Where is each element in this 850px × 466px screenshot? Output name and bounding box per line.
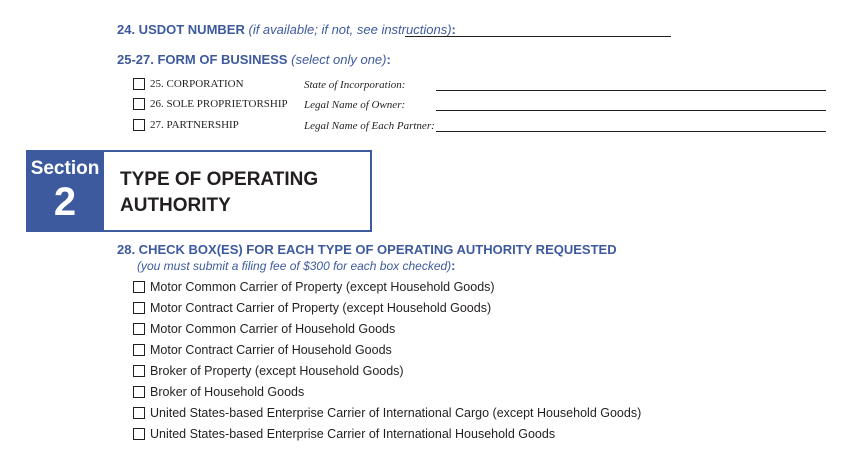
section-badge — [26, 150, 104, 232]
motor-common-carrier-property-label: Motor Common Carrier of Property (except Household Goods) — [150, 280, 495, 294]
legal-name-of-each-partner-field[interactable] — [436, 131, 826, 132]
usdot-hint: (if available; if not, see instructions) — [248, 22, 452, 37]
section-title-line-2: AUTHORITY — [120, 195, 231, 216]
broker-of-household-goods-label: Broker of Household Goods — [150, 385, 305, 399]
motor-contract-carrier-property-label: Motor Contract Carrier of Property (except Household Goods) — [150, 301, 492, 315]
legal-name-of-each-partner-label: Legal Name of Each Partner: — [304, 120, 435, 132]
partnership-checkbox[interactable] — [133, 119, 145, 131]
motor-contract-carrier-property-checkbox[interactable] — [133, 302, 145, 314]
usdot-number-field[interactable] — [405, 36, 671, 37]
sole-proprietorship-label: 26. SOLE PROPRIETORSHIP — [150, 98, 288, 110]
broker-of-property-checkbox[interactable] — [133, 365, 145, 377]
broker-of-property-label: Broker of Property (except Household Goods) — [150, 364, 404, 378]
form-of-business-hint: (select only one) — [291, 52, 387, 67]
sole-proprietorship-checkbox[interactable] — [133, 98, 145, 110]
authority-hint-line — [137, 258, 456, 273]
section-word: Section — [30, 158, 100, 179]
partnership-label: 27. PARTNERSHIP — [150, 119, 239, 131]
form-of-business-colon: : — [386, 52, 391, 67]
corporation-checkbox[interactable] — [133, 78, 145, 90]
motor-contract-carrier-household-checkbox[interactable] — [133, 344, 145, 356]
section-title-box — [102, 150, 372, 232]
usdot-label-text: 24. USDOT NUMBER — [117, 22, 245, 37]
enterprise-carrier-international-household-checkbox[interactable] — [133, 428, 145, 440]
legal-name-of-owner-label: Legal Name of Owner: — [304, 99, 406, 111]
motor-common-carrier-household-label: Motor Common Carrier of Household Goods — [150, 322, 396, 336]
authority-colon: : — [451, 258, 456, 273]
form-of-business-label-text: 25-27. FORM OF BUSINESS — [117, 52, 288, 67]
usdot-label — [117, 22, 456, 37]
section-title-line-1: TYPE OF OPERATING — [120, 169, 319, 190]
section-title — [120, 167, 318, 219]
state-of-incorporation-field[interactable] — [436, 90, 826, 91]
usdot-colon: : — [451, 22, 456, 37]
legal-name-of-owner-field[interactable] — [436, 110, 826, 111]
motor-contract-carrier-household-label: Motor Contract Carrier of Household Goods — [150, 343, 392, 357]
corporation-label: 25. CORPORATION — [150, 78, 244, 90]
section-number: 2 — [53, 180, 77, 224]
enterprise-carrier-international-cargo-checkbox[interactable] — [133, 407, 145, 419]
motor-common-carrier-property-checkbox[interactable] — [133, 281, 145, 293]
enterprise-carrier-international-household-label: United States-based Enterprise Carrier of International Household Goods — [150, 427, 556, 441]
broker-of-household-goods-checkbox[interactable] — [133, 386, 145, 398]
form-of-business-label — [117, 52, 391, 67]
authority-label: 28. CHECK BOX(ES) FOR EACH TYPE OF OPERATING AUTHORITY REQUESTED — [117, 242, 617, 257]
state-of-incorporation-label: State of Incorporation: — [304, 79, 406, 91]
authority-hint: (you must submit a filing fee of $300 for each box checked) — [137, 259, 452, 273]
enterprise-carrier-international-cargo-label: United States-based Enterprise Carrier of International Cargo (except Household Goods) — [150, 406, 642, 420]
motor-common-carrier-household-checkbox[interactable] — [133, 323, 145, 335]
